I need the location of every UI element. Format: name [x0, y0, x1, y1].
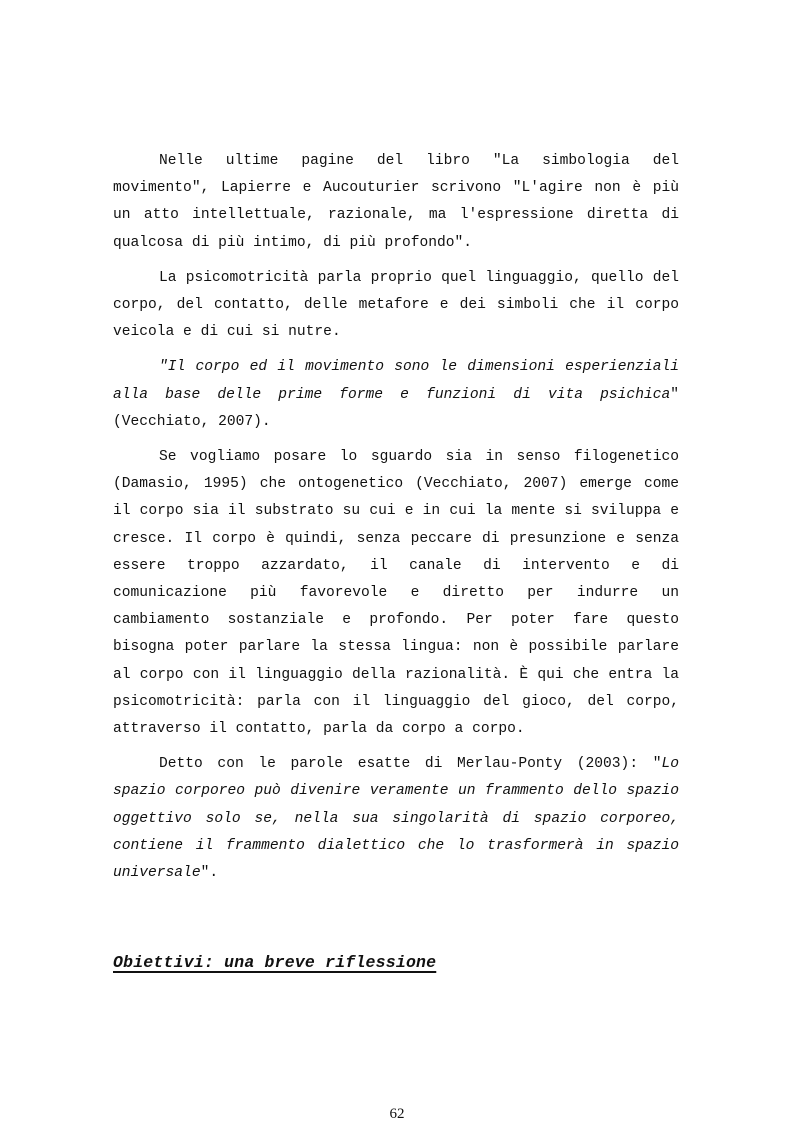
paragraph-4-text: Se vogliamo posare lo sguardo sia in senso filogenetico (Damasio, 1995) che ontogenetico (Vecchiato, 2007) emerge come il corpo sia il substrato su cui e in cui la mente si sviluppa e cresce. Il corpo è quindi, senza peccare di presunzione e senza essere troppo azzardato, il canale di intervento e di comunicazione più favorevole e diretto per indurre un cambiamento sostanziale e profondo. Per poter fare questo bisogna poter parlare la stessa lingua: non è possibile parlare al corpo con il linguaggio della razionalità. È qui che entra la psicomotricità: parla con il linguaggio del gioco, del corpo, attraverso il contatto, parla da corpo a corpo.	[113, 449, 679, 738]
paragraph-5-close: ".	[200, 865, 219, 882]
paragraph-1-text: Nelle ultime pagine del libro "La simbologia del movimento", Lapierre e Aucouturier scrivono "L'agire non è più un atto intellettuale, razionale, ma l'espressione diretta di qualcosa di più intimo, di più profondo".	[113, 153, 679, 251]
quote-text: "Il corpo ed il movimento sono le dimensioni esperienziali alla base delle prime forme e funzioni di vita psichica	[113, 359, 679, 403]
citation-text: " (Vecchiato, 2007).	[113, 386, 679, 430]
section-heading: Obiettivi: una breve riflessione	[113, 953, 437, 972]
paragraph-2	[113, 265, 679, 347]
paragraph-5-intro: Detto con le parole esatte di Merlau-Ponty (2003): "	[159, 756, 662, 773]
paragraph-5-quote: Lo spazio corporeo può divenire veramente un frammento dello spazio oggettivo solo se, nella sua singolarità di spazio corporeo, contiene il frammento dialettico che lo trasformerà in spazio universale	[113, 756, 679, 882]
body-text	[113, 148, 679, 895]
paragraph-3-quote	[113, 354, 679, 436]
paragraph-5	[113, 751, 679, 887]
paragraph-4	[113, 444, 679, 743]
page-number: 62	[389, 1106, 405, 1122]
paragraph-1	[113, 148, 679, 257]
paragraph-2-text: La psicomotricità parla proprio quel linguaggio, quello del corpo, del contatto, delle metafore e dei simboli che il corpo veicola e di cui si nutre.	[113, 269, 679, 341]
